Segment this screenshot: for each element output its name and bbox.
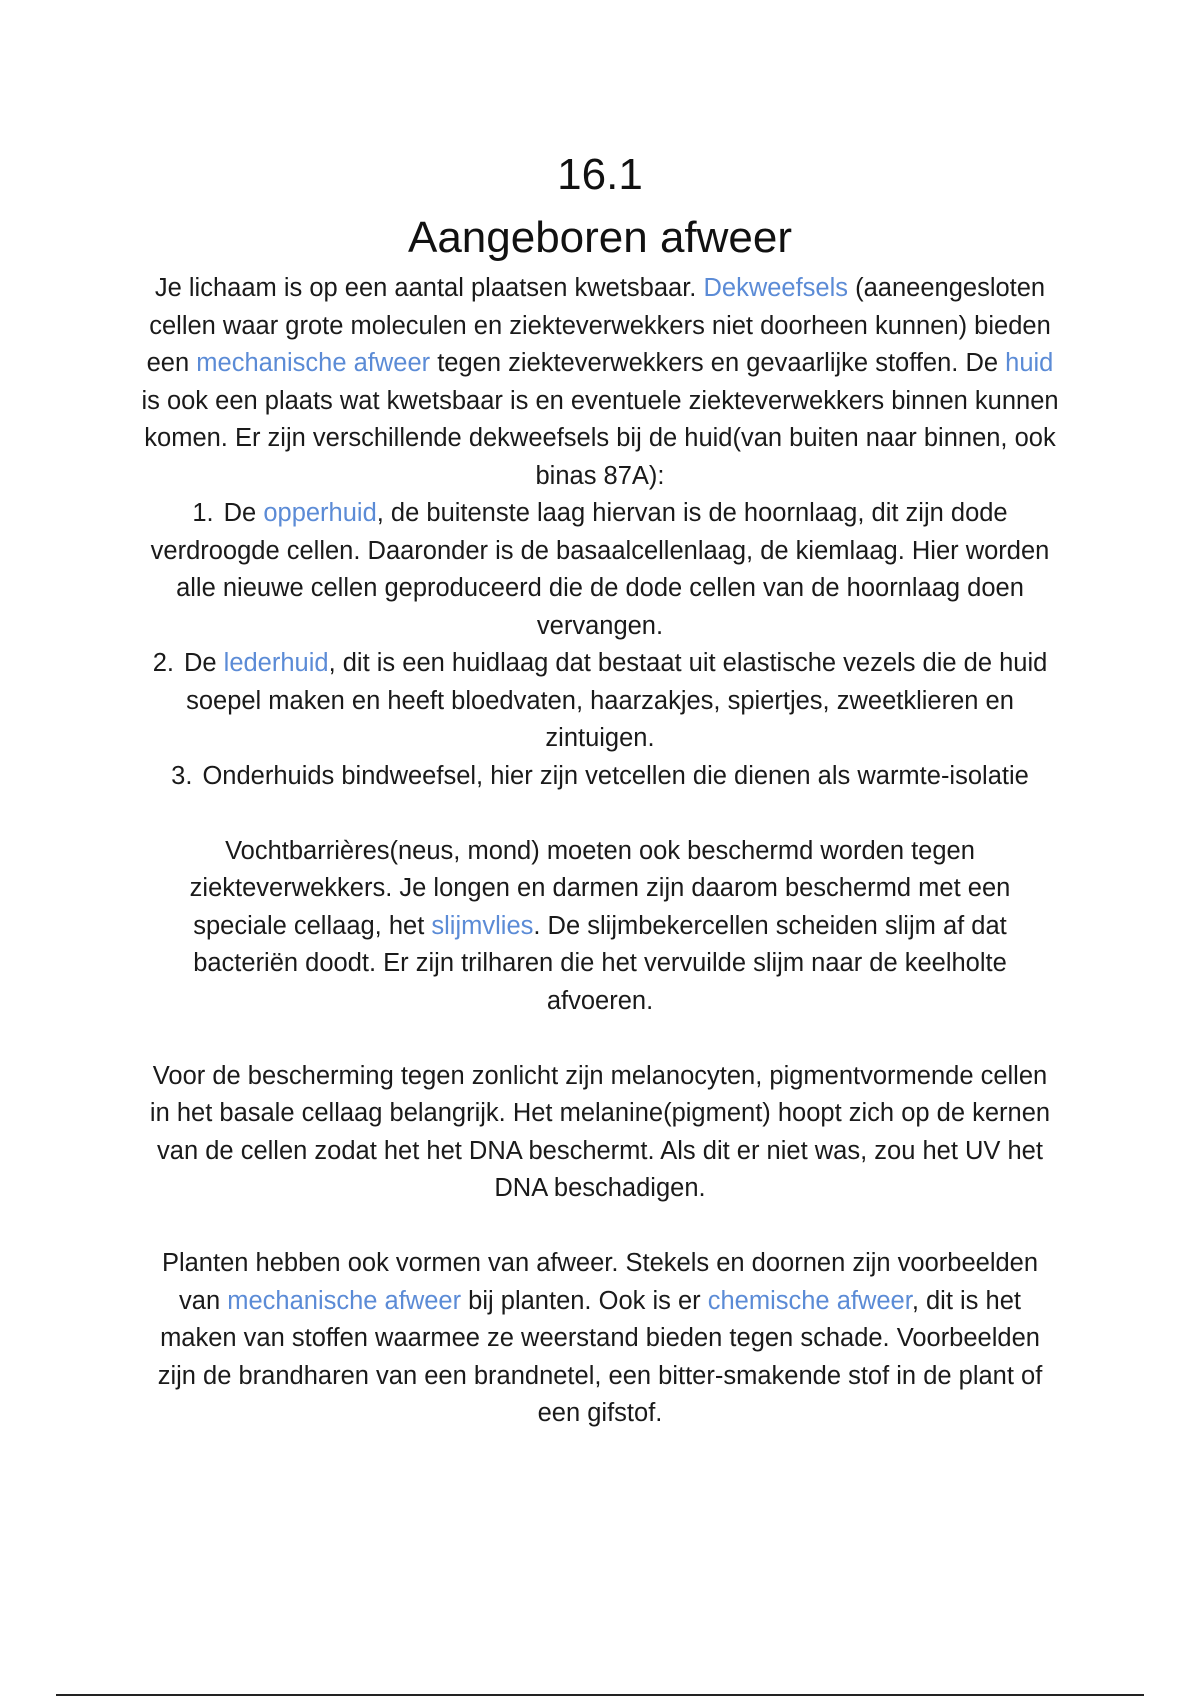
intro-text-1: Je lichaam is op een aantal plaatsen kwetsbaar. xyxy=(154,274,704,302)
mucus-paragraph xyxy=(140,833,1060,1021)
list-item xyxy=(140,758,1060,796)
section-number: 16.1 xyxy=(557,150,643,199)
paragraph-spacer xyxy=(140,1208,1060,1246)
list-item-text: Onderhuids bindweefsel, hier zijn vetcellen die dienen als warmte-isolatie xyxy=(202,761,1029,790)
term-chemische-afweer: chemische afweer xyxy=(707,1286,912,1315)
term-huid: huid xyxy=(1005,349,1054,377)
term-lederhuid: lederhuid xyxy=(223,649,329,677)
intro-text-2: (aaneengesloten cellen waar grote moleculen en ziekteverwekkers niet doorheen kunnen) bieden een xyxy=(146,274,1051,377)
term-mechanische-afweer-planten: mechanische afweer xyxy=(227,1286,462,1315)
list-item xyxy=(140,645,1060,758)
intro-text-3: tegen ziekteverwekkers en gevaarlijke stoffen. De xyxy=(430,349,1006,377)
list-item-text: , de buitenste laag hiervan is de hoornlaag, dit zijn dode verdroogde cellen. Daaronder is de basaalcellenlaag, de kiemlaag. Hier worden alle nieuwe cellen geproduceerd die de dode cellen van de hoornlaag doen vervangen. xyxy=(150,499,1050,640)
list-item-prefix: De xyxy=(223,499,264,527)
list-number: 2. xyxy=(152,649,174,677)
sunlight-paragraph: Voor de bescherming tegen zonlicht zijn melanocyten, pigmentvormende cellen in het basale cellaag belangrijk. Het melanine(pigment) hoopt zich op de kernen van de cellen zodat het het DNA beschermt. Als dit er niet was, zou het UV het DNA beschadigen. xyxy=(149,1061,1051,1202)
list-number: 1. xyxy=(192,499,214,527)
term-slijmvlies: slijmvlies xyxy=(431,911,534,940)
plants-paragraph xyxy=(140,1245,1060,1433)
plants-text-1: Planten hebben ook vormen van afweer. Stekels en doornen zijn voorbeelden van xyxy=(161,1249,1039,1315)
intro-paragraph xyxy=(140,270,1060,495)
skin-layers-list xyxy=(140,495,1060,795)
list-item xyxy=(140,495,1060,645)
term-opperhuid: opperhuid xyxy=(263,499,377,527)
page-bottom-divider xyxy=(56,1694,1144,1696)
mucus-text-1: Vochtbarrières(neus, mond) moeten ook beschermd worden tegen ziekteverwekkers. Je longen en darmen zijn daarom beschermd met een speciale cellaag, het xyxy=(189,836,1011,940)
intro-text-4: is ook een plaats wat kwetsbaar is en eventuele ziekteverwekkers binnen kunnen komen. Er zijn verschillende dekweefsels bij de huid(van buiten naar binnen, ook binas 87A): xyxy=(141,386,1059,490)
mucus-text-2: . De slijmbekercellen scheiden slijm af dat bacteriën doodt. Er zijn trilharen die het vervuilde slijm naar de keelholte afvoeren. xyxy=(193,911,1007,1015)
list-item-text: , dit is een huidlaag dat bestaat uit elastische vezels die de huid soepel maken en heeft bloedvaten, haarzakjes, spiertjes, zweetklieren en zintuigen. xyxy=(186,649,1048,752)
plants-text-3: , dit is het maken van stoffen waarmee ze weerstand bieden tegen schade. Voorbeelden zijn de brandharen van een brandnetel, een bitter-smakende stof in de plant of een gifstof. xyxy=(157,1286,1043,1427)
page-title: Aangeboren afweer xyxy=(407,213,793,262)
document-body xyxy=(140,270,1060,1433)
term-dekweefsels: Dekweefsels xyxy=(703,274,849,302)
plants-text-2: bij planten. Ook is er xyxy=(461,1286,708,1315)
paragraph-spacer xyxy=(140,1020,1060,1058)
term-mechanische-afweer: mechanische afweer xyxy=(196,349,431,377)
paragraph-spacer xyxy=(140,795,1060,833)
list-item-prefix: De xyxy=(183,649,224,677)
list-number: 3. xyxy=(171,761,193,790)
